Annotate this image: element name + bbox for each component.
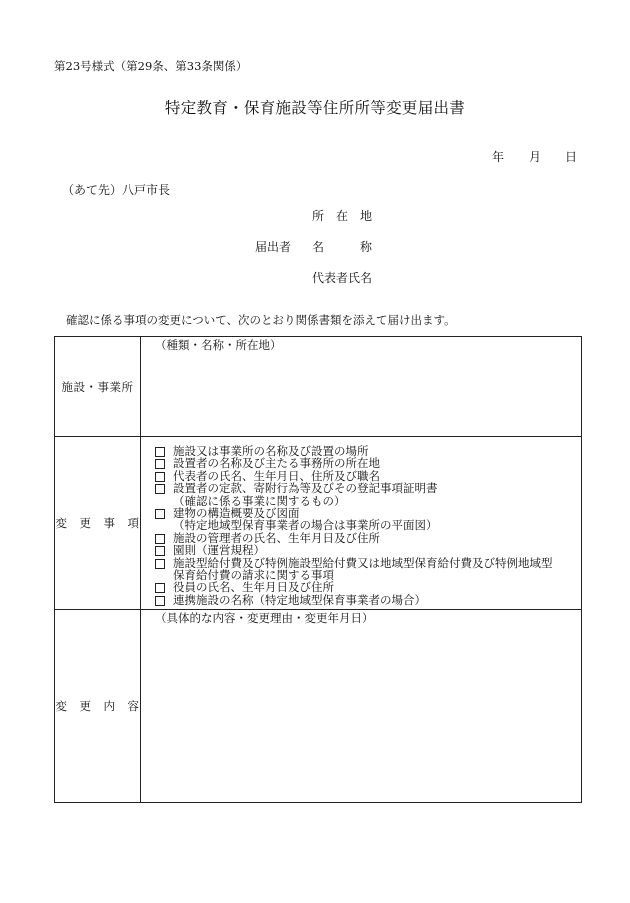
change-form-table <box>54 336 582 803</box>
checkbox[interactable] <box>155 509 165 519</box>
change-item[interactable]: 連携施設の名称（特定地域型保育事業者の場合） <box>155 594 581 606</box>
document-title: 特定教育・保育施設等住所所等変更届出書 <box>164 99 466 117</box>
applicant-group-label: 届出者 <box>255 240 292 254</box>
date-month: 月 <box>529 150 542 164</box>
change-item[interactable]: 施設又は事業所の名称及び設置の場所 <box>155 445 581 457</box>
intro-text: 確認に係る事項の変更について、次のとおり関係書類を添えて届け出ます。 <box>66 313 456 327</box>
date-year: 年 <box>492 150 505 164</box>
change-details-field[interactable] <box>141 610 582 803</box>
facility-label: 施設・事業所 <box>55 337 141 437</box>
facility-field[interactable] <box>141 337 582 437</box>
change-items-list <box>155 445 581 606</box>
change-item[interactable]: 役員の氏名、生年月日及び住所 <box>155 581 581 593</box>
change-item[interactable]: 代表者の氏名、生年月日、住所及び職名 <box>155 470 581 482</box>
checkbox[interactable] <box>155 559 165 569</box>
checkbox[interactable] <box>155 447 165 457</box>
change-items-field <box>141 437 582 610</box>
change-item-note: 保育給付費の請求に関する事項 <box>173 568 334 583</box>
change-item[interactable]: 建物の構造概要及び図面 <box>155 507 581 519</box>
checkbox[interactable] <box>155 534 165 544</box>
representative-label: 代表者氏名 <box>312 271 373 285</box>
checkbox[interactable] <box>155 583 165 593</box>
change-details-label: 変 更 内 容 <box>55 610 141 803</box>
facility-hint: （種類・名称・所在地） <box>155 338 282 352</box>
change-item[interactable]: 設置者の定款、寄附行為等及びその登記事項証明書 <box>155 482 581 494</box>
checkbox[interactable] <box>155 546 165 556</box>
name-label: 名 称 <box>312 240 373 254</box>
change-item[interactable]: 設置者の名称及び主たる事務所の所在地 <box>155 457 581 469</box>
change-item[interactable]: 施設の管理者の氏名、生年月日及び住所 <box>155 532 581 544</box>
address-label: 所 在 地 <box>312 209 373 223</box>
addressee: （あて先）八戸市長 <box>62 183 171 197</box>
change-details-hint: （具体的な内容・変更理由・変更年月日） <box>155 611 374 625</box>
checkbox[interactable] <box>155 596 165 606</box>
change-item-note: （特定地域型保育事業者の場合は事業所の平面図） <box>173 518 438 533</box>
checkbox[interactable] <box>155 459 165 469</box>
change-items-label: 変 更 事 項 <box>55 437 141 610</box>
change-item[interactable]: 園則（運営規程） <box>155 544 581 556</box>
checkbox[interactable] <box>155 484 165 494</box>
change-item-note: （確認に係る事業に関するもの） <box>173 493 346 508</box>
checkbox[interactable] <box>155 472 165 482</box>
change-item[interactable]: 施設型給付費及び特例施設型給付費又は地域型保育給付費及び特例地域型 <box>155 557 581 569</box>
form-number: 第23号様式（第29条、第33条関係） <box>54 59 248 73</box>
date-day: 日 <box>565 150 578 164</box>
